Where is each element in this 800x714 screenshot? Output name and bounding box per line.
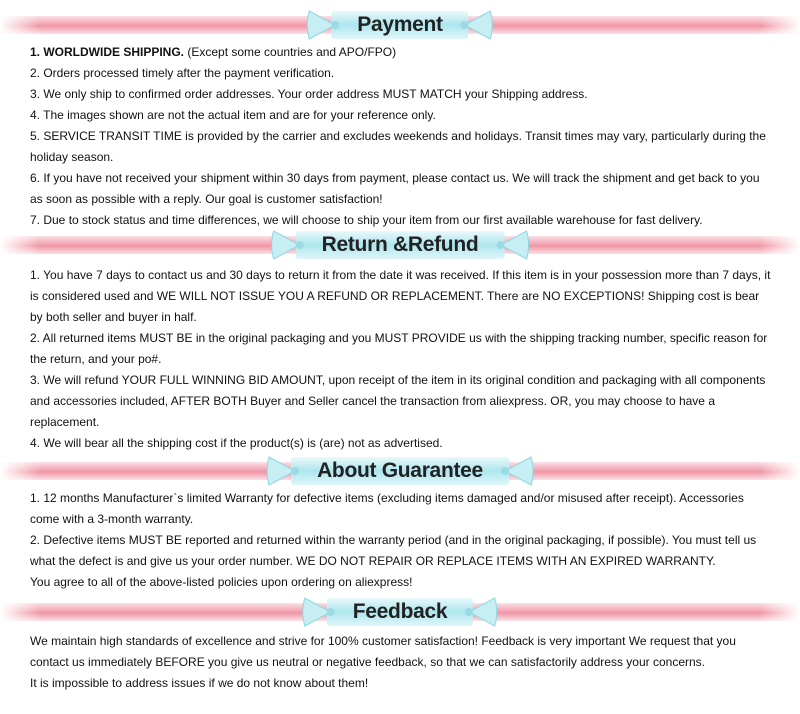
return-refund-text xyxy=(30,265,772,454)
banner-ribbon xyxy=(331,7,468,43)
list-item: 4. The images shown are not the actual item and are for your reference only. xyxy=(30,108,436,122)
feedback-text xyxy=(30,631,772,694)
list-item: 6. If you have not received your shipment within 30 days from payment, please contact us. We will track the shipment and get back to you as soon as possible with a reply. Our goal is customer satisfaction! xyxy=(30,171,760,206)
list-item: 3. We only ship to confirmed order addresses. Your order address MUST MATCH your Shipping address. xyxy=(30,87,588,101)
section-title: About Guarantee xyxy=(317,459,483,482)
list-item: 1. You have 7 days to contact us and 30 days to return it from the date it was received. If this item is in your possession more than 7 days, it is considered used and WE WILL NOT ISSUE YOU A REFUND OR REPLACEMENT. There are NO EXCEPTIONS! Shipping cost is bear by both seller and buyer in half. xyxy=(30,268,771,324)
banner-ribbon xyxy=(291,453,509,489)
section-title: Feedback xyxy=(352,600,448,623)
list-item: It is impossible to address issues if we do not know about them! xyxy=(30,676,369,690)
return-refund-banner xyxy=(0,227,800,263)
list-item: 2. Orders processed timely after the payment verification. xyxy=(30,66,335,80)
payment-banner xyxy=(0,7,800,43)
list-item: 5. SERVICE TRANSIT TIME is provided by the carrier and excludes weekends and holidays. Transit times may vary, particularly during the holiday season. xyxy=(30,129,766,164)
list-item: 4. We will bear all the shipping cost if the product(s) is (are) not as advertised. xyxy=(30,436,443,450)
guarantee-banner xyxy=(0,453,800,489)
list-item: 2. All returned items MUST BE in the original packaging and you MUST PROVIDE us with the shipping tracking number, specific reason for the return, and your po#. xyxy=(30,331,768,366)
list-item: 7. Due to stock status and time differences, we will choose to ship your item from our first available warehouse for fast delivery. xyxy=(30,213,703,227)
guarantee-text xyxy=(30,488,772,593)
banner-ribbon xyxy=(296,227,505,263)
payment-text xyxy=(30,42,772,231)
list-item: You agree to all of the above-listed policies upon ordering on aliexpress! xyxy=(30,575,413,589)
banner-ribbon xyxy=(327,594,473,630)
section-title: Payment xyxy=(357,13,443,36)
list-item: 3. We will refund YOUR FULL WINNING BID AMOUNT, upon receipt of the item in its original condition and packaging with all components and accessories included, AFTER BOTH Buyer and Seller cancel the transaction from aliexpress. OR, you may choose to have a replacement. xyxy=(30,373,766,429)
list-item: 2. Defective items MUST BE reported and returned within the warranty period (and in the original packaging, if possible). You must tell us what the defect is and give us your order number. WE DO NOT REPAIR OR REPLACE ITEMS WITH AN EXPIRED WARRANTY. xyxy=(30,533,757,568)
feedback-banner xyxy=(0,594,800,630)
list-item: 1. WORLDWIDE SHIPPING. (Except some countries and APO/FPO) xyxy=(30,45,397,59)
list-item: 1. 12 months Manufacturer`s limited Warranty for defective items (excluding items damaged and/or misused after receipt). Accessories come with a 3-month warranty. xyxy=(30,491,744,526)
list-item: We maintain high standards of excellence and strive for 100% customer satisfaction! Feedback is very important We request that you contact us immediately BEFORE you give us neutral or negative feedback, so that we can satisfactorily address your concerns. xyxy=(30,634,736,669)
section-title: Return &Refund xyxy=(321,233,479,256)
